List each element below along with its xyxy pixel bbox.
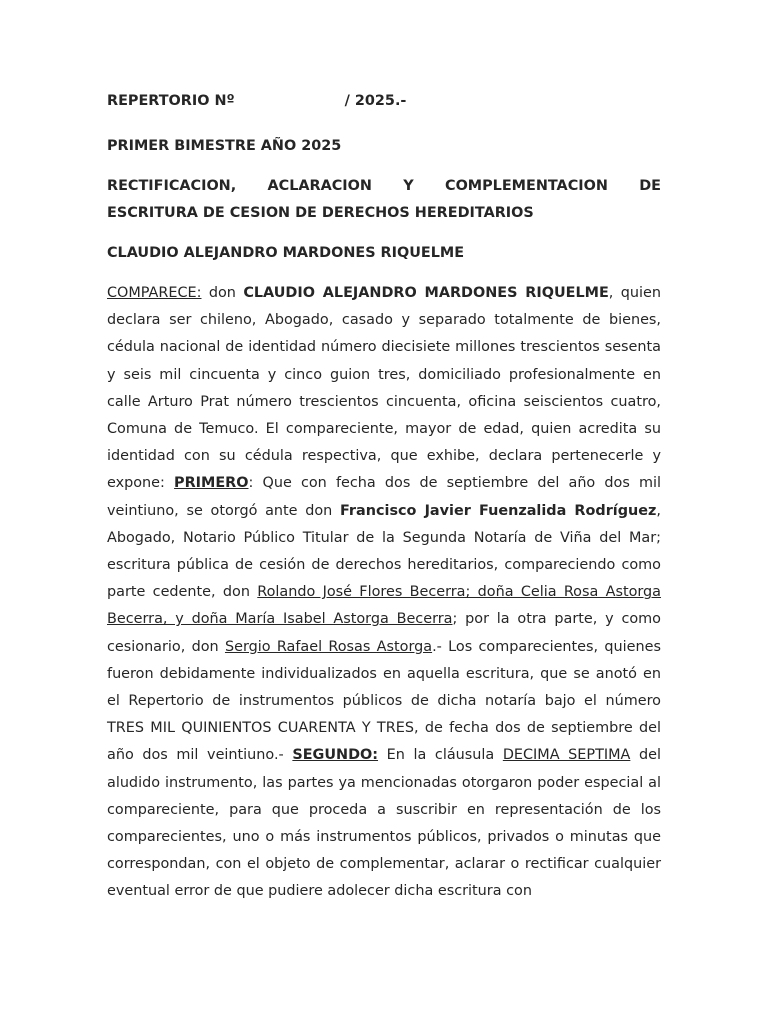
repertorio-line — [107, 88, 661, 115]
compareciente-name: CLAUDIO ALEJANDRO MARDONES RIQUELME — [243, 285, 609, 301]
body-paragraph — [107, 280, 661, 906]
party-heading: CLAUDIO ALEJANDRO MARDONES RIQUELME — [107, 245, 465, 261]
cedentes-names: Rolando José Flores Becerra; doña Celia Rosa Astorga Becerra, y doña María Isabel Astorga Becerra — [107, 584, 662, 628]
primero-label: PRIMERO — [174, 475, 249, 492]
body-text: don — [201, 285, 244, 301]
bimestre-heading: PRIMER BIMESTRE AÑO 2025 — [107, 138, 342, 154]
clause-reference: DECIMA SEPTIMA — [502, 747, 631, 764]
body-text: , Abogado, Notario Público Titular de la Segunda Notaría de Viña del Mar; escritura pública de cesión de derechos hereditarios, compareciendo como parte cedente, don — [107, 502, 661, 601]
body-text: ; por la otra parte, y como cesionario, don — [107, 611, 661, 655]
comparece-label: COMPARECE: — [107, 285, 202, 301]
document-title-line1: RECTIFICACION, ACLARACION Y COMPLEMENTACION DE — [107, 178, 661, 194]
body-text: En la cláusula — [378, 747, 503, 764]
body-text: del aludido instrumento, las partes ya mencionadas otorgaron poder especial al compareciente, para que proceda a suscribir en representación de los comparecientes, uno o más instrumentos públicos, privados o minutas que correspondan, con el objeto de complementar, aclarar o rectificar cualquier eventual error de que pudiere adolecer dicha escritura con — [107, 747, 661, 900]
repertorio-year: / 2025.- — [344, 93, 407, 109]
repertorio-number-blank — [235, 88, 345, 115]
document-page — [107, 88, 661, 920]
notary-name: Francisco Javier Fuenzalida Rodríguez — [340, 502, 657, 519]
body-text: : Que con fecha dos de septiembre del año dos mil veintiuno, se otorgó ante don — [107, 475, 662, 519]
cesionario-name: Sergio Rafael Rosas Astorga — [224, 638, 433, 655]
document-title-line2: ESCRITURA DE CESION DE DERECHOS HEREDITARIOS — [107, 205, 534, 221]
body-text: .- Los comparecientes, quienes fueron debidamente individualizados en aquella escritura, que se anotó en el Repertorio de instrumentos públicos de dicha notaría bajo el número TRES MIL QUINIENTOS CUARENTA Y TRES, de fecha dos de septiembre del año dos mil veintiuno.- — [107, 638, 661, 764]
body-text: , quien declara ser chileno, Abogado, casado y separado totalmente de bienes, cédula nacional de identidad número diecisiete millones trescientos sesenta y seis mil cincuenta y cinco guion tres, domiciliado profesionalmente en calle Arturo Prat número trescientos cincuenta, oficina seiscientos cuatro, Comuna de Temuco. El compareciente, mayor de edad, quien acredita su identidad con su cédula respectiva, que exhibe, declara pertenecerle y expone: — [107, 285, 661, 492]
repertorio-label: REPERTORIO Nº — [107, 93, 235, 109]
document-title — [107, 173, 661, 227]
segundo-label: SEGUNDO: — [292, 747, 379, 764]
